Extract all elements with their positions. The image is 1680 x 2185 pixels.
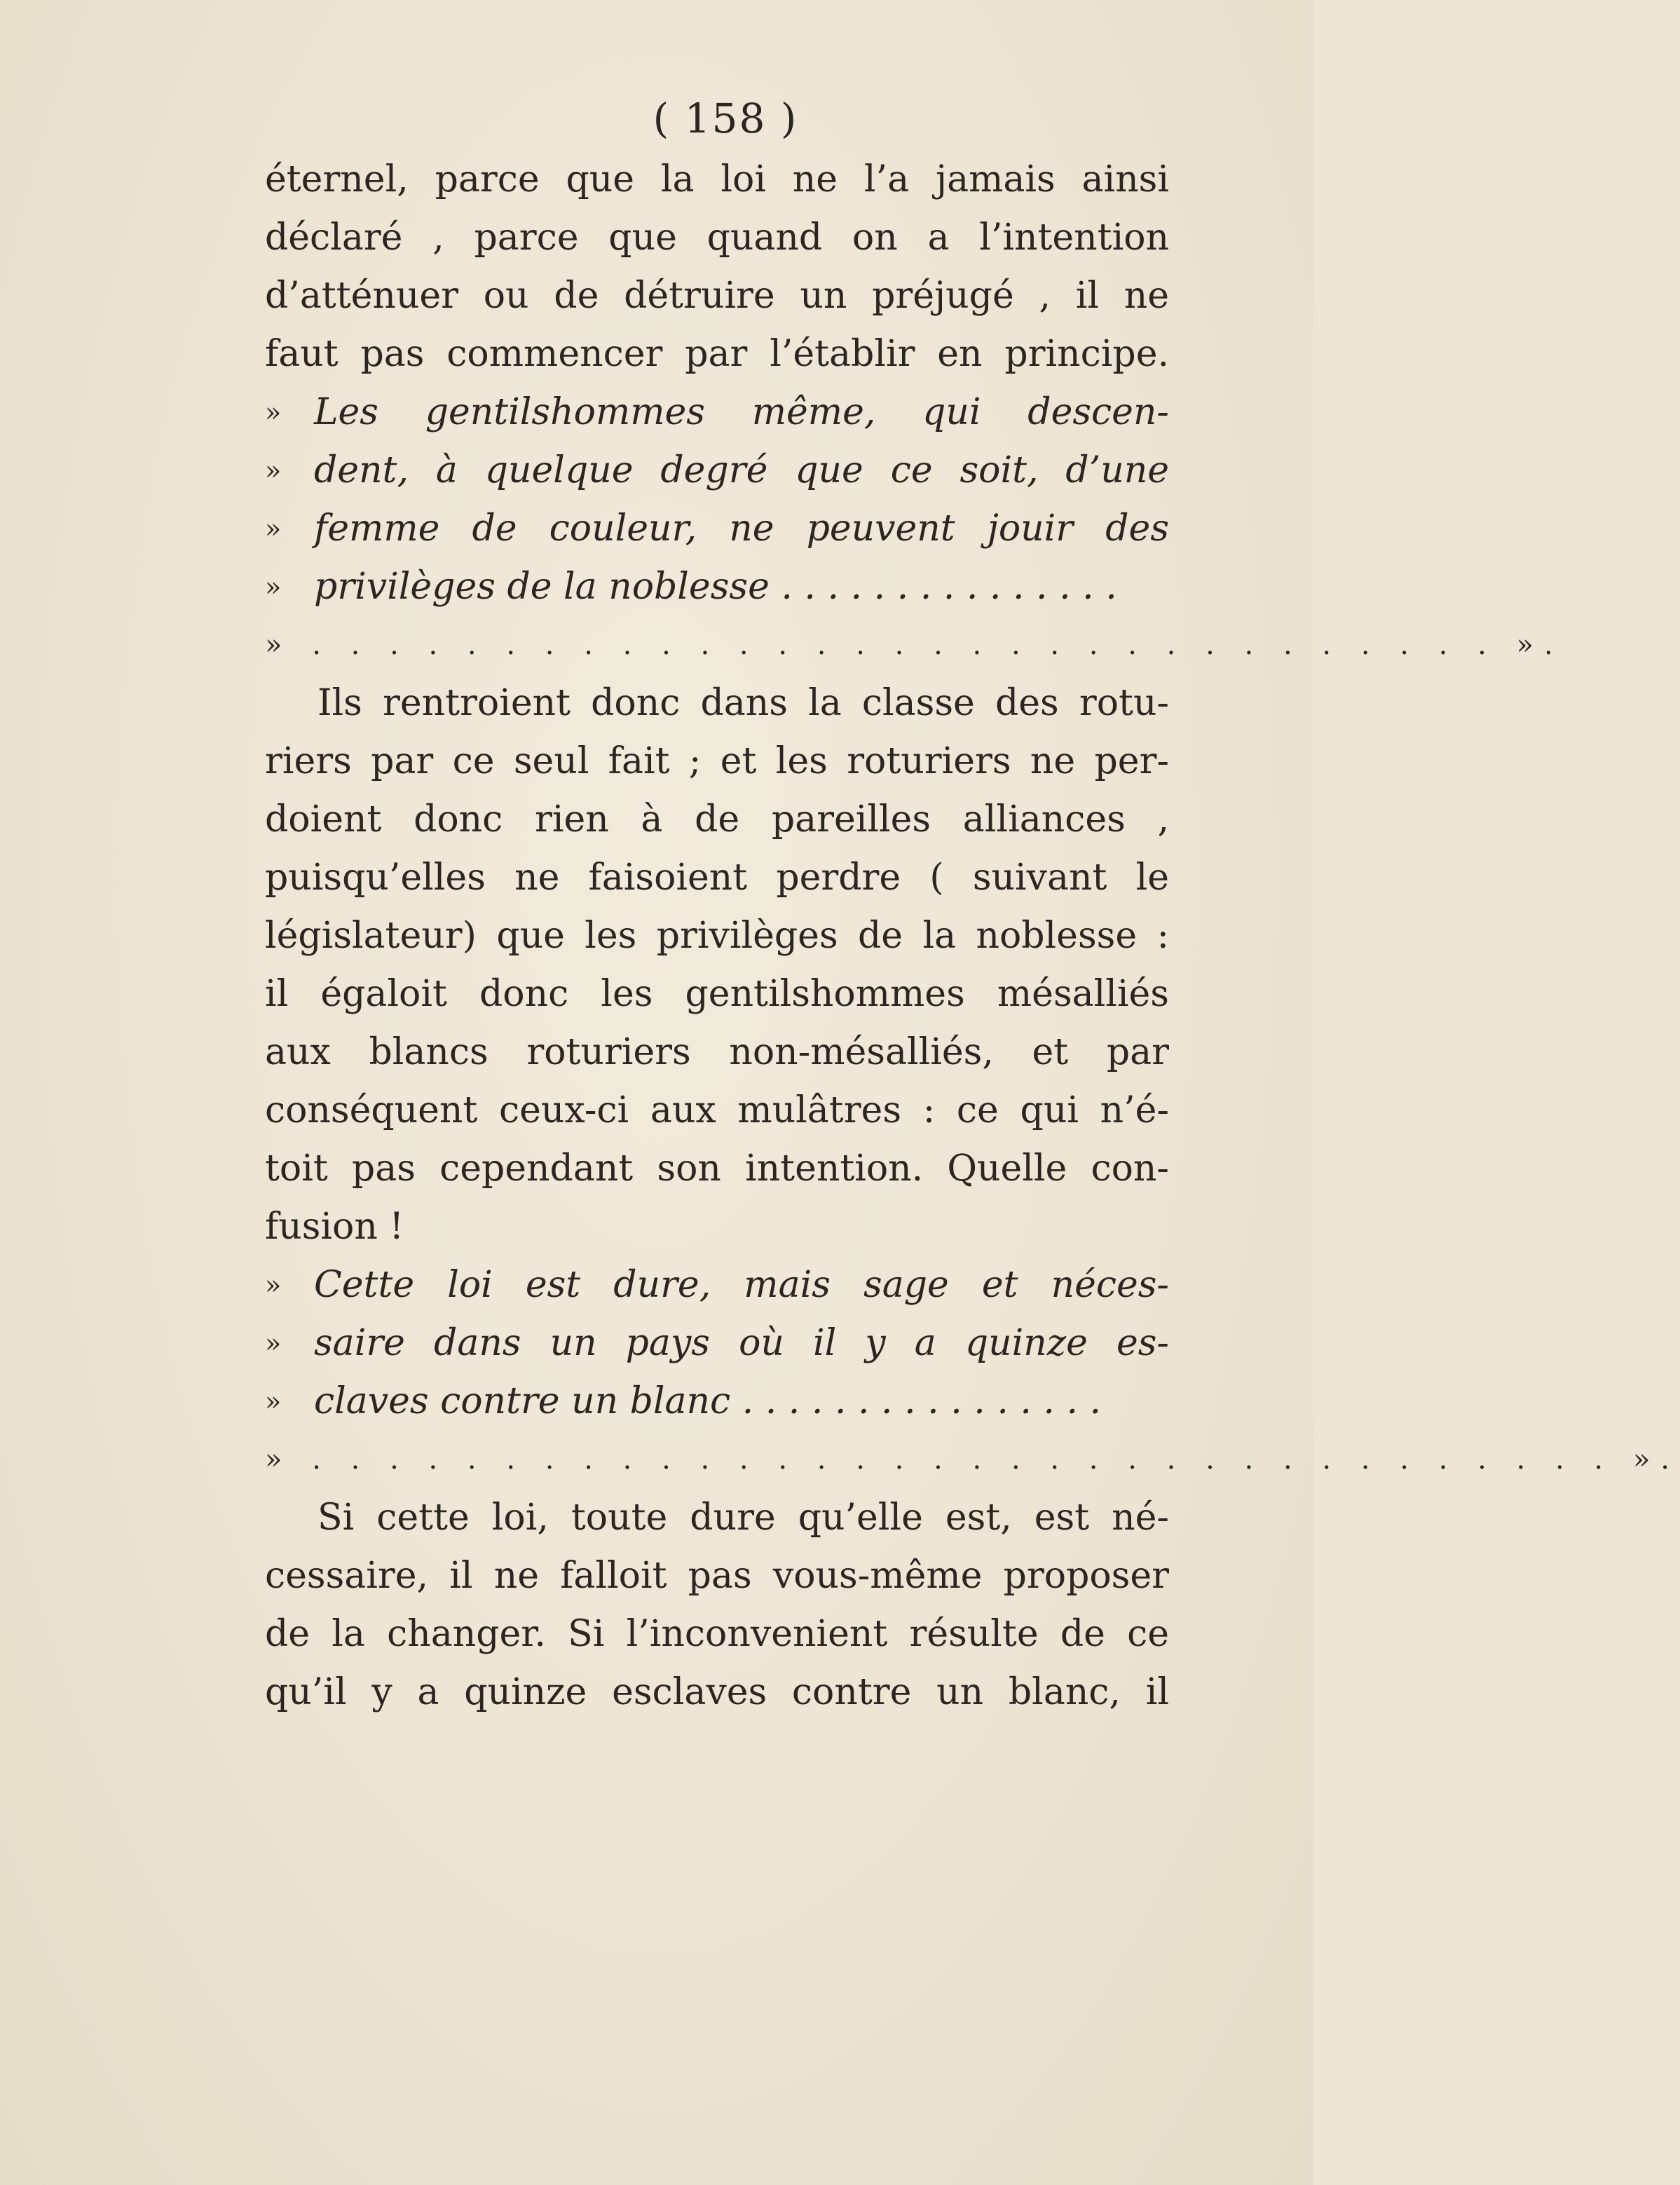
quote-line: » dent, à quelque degré que ce soit, d’une bbox=[265, 442, 1169, 500]
quote-mark: » bbox=[265, 571, 282, 602]
text-line: riers par ce seul fait ; et les roturiers ne per- bbox=[265, 740, 1169, 782]
ellipsis-line: » . . . . . . . . . . . . . . . . . . . . . . . . . . . . . . . ». bbox=[265, 629, 1564, 661]
text-line: Si cette loi, toute dure qu’elle est, est né- bbox=[317, 1497, 1169, 1539]
quote-line: » femme de couleur, ne peuvent jouir des bbox=[265, 500, 1169, 558]
text-line: Ils rentroient donc dans la classe des rotu- bbox=[317, 682, 1169, 724]
paragraph-1 bbox=[265, 151, 1169, 383]
text-line: fusion ! bbox=[265, 1206, 404, 1248]
text-line: cessaire, il ne falloit pas vous-même proposer bbox=[265, 1555, 1169, 1597]
quote-line: » privilèges de la noblesse . . . . . . . . . . . . . . . bbox=[265, 558, 1169, 616]
text-line: qu’il y a quinze esclaves contre un blanc, il bbox=[265, 1671, 1169, 1713]
page-text bbox=[265, 151, 1680, 1722]
text-line: législateur) que les privilèges de la noblesse : bbox=[265, 915, 1169, 957]
page-number: ( 158 ) bbox=[653, 95, 798, 142]
text-line: d’atténuer ou de détruire un préjugé , il ne bbox=[265, 275, 1169, 317]
quotation-2 bbox=[265, 1256, 1680, 1489]
text-line: doient donc rien à de pareilles alliances , bbox=[265, 798, 1169, 840]
paragraph-3 bbox=[265, 1489, 1169, 1722]
quotation-1 bbox=[265, 383, 1564, 674]
text-line: puisqu’elles ne faisoient perdre ( suivant le bbox=[265, 857, 1169, 899]
text-line: déclaré , parce que quand on a l’intention bbox=[265, 217, 1169, 259]
text-line: faut pas commencer par l’établir en principe. bbox=[265, 333, 1169, 375]
text-line: aux blancs roturiers non-mésalliés, et par bbox=[265, 1031, 1169, 1073]
text-line: toit pas cependant son intention. Quelle con- bbox=[265, 1148, 1169, 1190]
quote-line: » claves contre un blanc . . . . . . . . . . . . . . . . bbox=[265, 1373, 1169, 1431]
text-line: conséquent ceux-ci aux mulâtres : ce qui n’é- bbox=[265, 1089, 1169, 1131]
quote-line: » saire dans un pays où il y a quinze es- bbox=[265, 1314, 1169, 1373]
quote-mark: » bbox=[265, 1328, 282, 1359]
quote-mark: » bbox=[265, 1386, 282, 1417]
quote-mark: » bbox=[265, 397, 282, 428]
ellipsis-line: » . . . . . . . . . . . . . . . . . . . . . . . . . . . . . . . . . . ». bbox=[265, 1443, 1680, 1476]
quote-mark: » bbox=[265, 1270, 282, 1300]
text-line: éternel, parce que la loi ne l’a jamais ainsi bbox=[265, 158, 1169, 200]
text-line: de la changer. Si l’inconvenient résulte de ce bbox=[265, 1613, 1169, 1655]
quote-line: » Cette loi est dure, mais sage et néces- bbox=[265, 1256, 1169, 1314]
quote-mark: » bbox=[265, 455, 282, 486]
quote-mark: » bbox=[265, 513, 282, 544]
text-line: il égaloit donc les gentilshommes mésalliés bbox=[265, 973, 1169, 1015]
quote-line: » Les gentilshommes même, qui descen- bbox=[265, 383, 1169, 442]
paragraph-2 bbox=[265, 674, 1169, 1256]
